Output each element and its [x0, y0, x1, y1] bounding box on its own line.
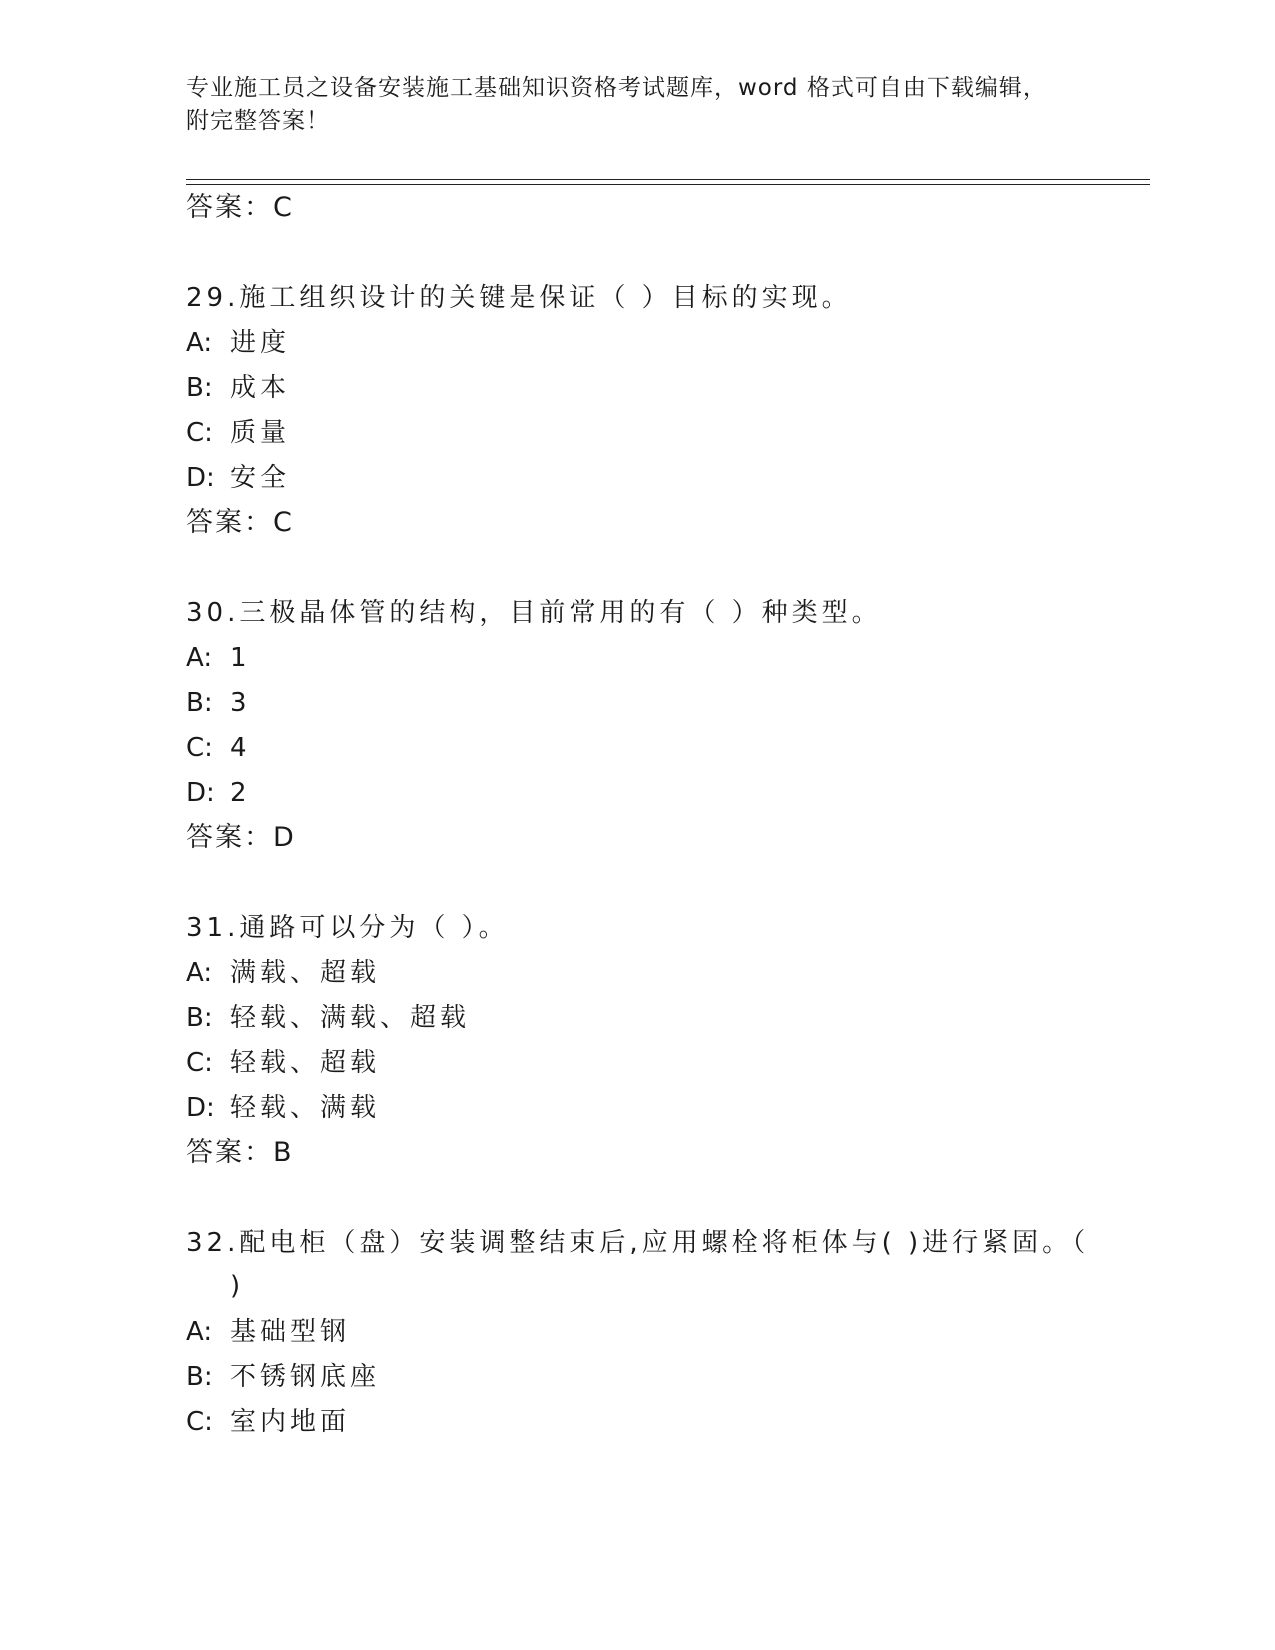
option-text: 基础型钢 — [230, 1317, 351, 1347]
option-text: 成本 — [230, 373, 291, 403]
option-text: 进度 — [230, 328, 291, 358]
option-line — [186, 1047, 380, 1079]
option-text: 4 — [230, 733, 251, 763]
option-key: A: — [186, 328, 213, 358]
option-line — [186, 957, 380, 989]
option-line — [186, 732, 251, 764]
option-line — [186, 1316, 350, 1348]
option-key: A: — [186, 643, 213, 673]
question-30: 30.三极晶体管的结构，目前常用的有（ ）种类型。 — [186, 598, 882, 628]
option-text: 轻载、满载、超载 — [230, 1003, 471, 1033]
option-key: D: — [186, 1093, 215, 1123]
option-text: 不锈钢底座 — [230, 1362, 381, 1392]
option-text: 室内地面 — [230, 1407, 351, 1437]
header-line-2: 附完整答案！ — [186, 108, 330, 134]
question-32: 32.配电柜（盘）安装调整结束后,应用螺栓将柜体与( )进行紧固。（ — [186, 1228, 1090, 1258]
option-key: C: — [186, 733, 213, 763]
option-key: D: — [186, 778, 215, 808]
option-line — [186, 462, 290, 494]
option-text: 安全 — [230, 463, 291, 493]
option-key: B: — [186, 373, 213, 403]
option-line — [186, 777, 251, 809]
option-key: C: — [186, 418, 213, 448]
option-text: 质量 — [230, 418, 291, 448]
header-line-1: 专业施工员之设备安装施工基础知识资格考试题库，word 格式可自由下载编辑， — [186, 75, 1047, 101]
header-rule-bottom — [186, 184, 1150, 185]
option-key: B: — [186, 688, 213, 718]
option-line — [186, 1002, 470, 1034]
option-line — [186, 1092, 380, 1124]
answer-line: 答案：D — [186, 822, 296, 853]
option-line — [186, 327, 290, 359]
answer-line: 答案：B — [186, 1137, 294, 1168]
option-key: C: — [186, 1048, 213, 1078]
question-29: 29.施工组织设计的关键是保证（ ）目标的实现。 — [186, 283, 852, 313]
option-key: C: — [186, 1407, 213, 1437]
option-text: 满载、超载 — [230, 958, 381, 988]
header-rule-top — [186, 179, 1150, 180]
option-text: 轻载、超载 — [230, 1048, 381, 1078]
option-line — [186, 1361, 380, 1393]
page-header — [186, 72, 1086, 138]
option-key: A: — [186, 958, 213, 988]
option-text: 3 — [230, 688, 251, 718]
option-text: 1 — [230, 643, 251, 673]
option-key: B: — [186, 1003, 213, 1033]
option-key: A: — [186, 1317, 213, 1347]
question-31: 31.通路可以分为（ ）。 — [186, 913, 509, 943]
option-line — [186, 642, 251, 674]
option-text: 2 — [230, 778, 251, 808]
option-line — [186, 1406, 350, 1438]
option-line — [186, 687, 251, 719]
option-line — [186, 372, 290, 404]
option-line — [186, 417, 290, 449]
answer-line: 答案：C — [186, 192, 294, 223]
option-text: 轻载、满载 — [230, 1093, 381, 1123]
option-key: D: — [186, 463, 215, 493]
answer-line: 答案：C — [186, 507, 294, 538]
question-32-continuation: ) — [230, 1271, 245, 1301]
option-key: B: — [186, 1362, 213, 1392]
